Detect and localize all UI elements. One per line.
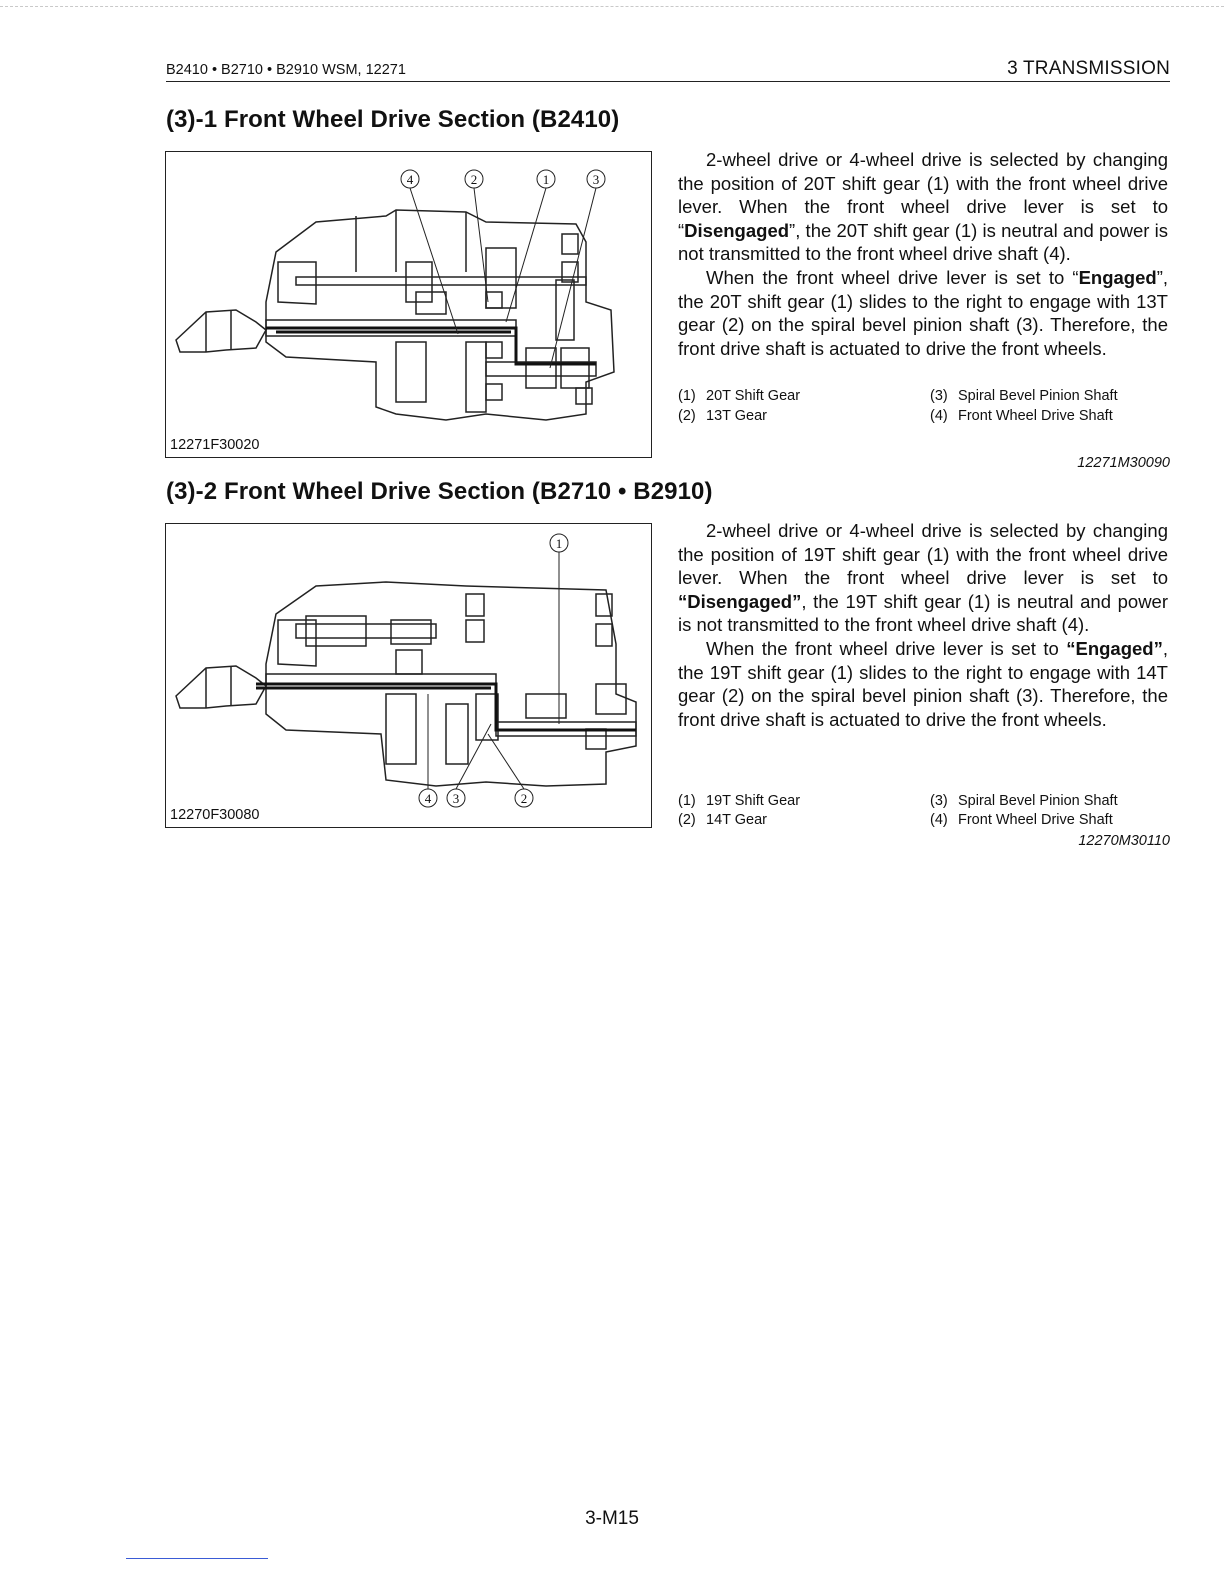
legend-item	[930, 406, 1113, 426]
section2-description	[678, 519, 1168, 731]
text-run: When the front wheel drive lever is set to	[706, 637, 1067, 659]
legend-item	[930, 791, 1118, 811]
section1-paragraph	[678, 266, 1168, 360]
legend-label: 14T Gear	[706, 812, 767, 828]
section1-legend	[678, 386, 1170, 428]
legend-number: (4)	[930, 408, 948, 424]
section1-paragraph	[678, 148, 1168, 266]
section1-figure	[165, 151, 652, 458]
section2-transmission-diagram	[166, 524, 651, 827]
section1-transmission-diagram	[166, 152, 651, 457]
legend-label: 19T Shift Gear	[706, 793, 801, 809]
text-run: 2-wheel drive or 4-wheel drive is selected by changing the position of 20T shift gear (1) with the front wheel drive lever. When the front wheel drive lever is set to “	[678, 149, 1168, 241]
section2-callout: 3	[452, 791, 460, 806]
text-run: When the front wheel drive lever is set to “	[706, 266, 1079, 288]
section2-paragraph	[678, 519, 1168, 637]
legend-item	[678, 386, 800, 406]
scan-artifact-bottom-line	[126, 1558, 268, 1559]
section2-callout: 4	[424, 791, 432, 806]
header-rule	[166, 81, 1170, 82]
text-run: 2-wheel drive or 4-wheel drive is selected by changing the position of 19T shift gear (1) with the front wheel drive lever. When the front wheel drive lever is set to	[678, 520, 1168, 589]
emphasis-term: Engaged	[1078, 266, 1157, 288]
section2-legend	[678, 791, 1170, 833]
emphasis-term: “Disengaged”	[678, 590, 802, 612]
legend-label: 13T Gear	[706, 408, 767, 424]
legend-label: Spiral Bevel Pinion Shaft	[958, 793, 1118, 809]
emphasis-term: “Engaged”	[1066, 637, 1163, 659]
legend-number: (2)	[678, 812, 696, 828]
section2-title: (3)-2 Front Wheel Drive Section (B2710 • B2910)	[166, 478, 713, 505]
text-run: , the 19T shift gear (1) is neutral and power is not transmitted to the front wheel drive shaft (4).	[678, 590, 1168, 636]
legend-item	[930, 810, 1113, 830]
legend-number: (2)	[678, 408, 696, 424]
legend-number: (3)	[930, 388, 948, 404]
legend-item	[678, 406, 767, 426]
section1-callout: 4	[406, 172, 414, 187]
legend-label: Front Wheel Drive Shaft	[958, 408, 1113, 424]
section1-callout: 1	[542, 172, 550, 187]
legend-number: (4)	[930, 812, 948, 828]
legend-label: Front Wheel Drive Shaft	[958, 812, 1113, 828]
section1-callout: 2	[470, 172, 478, 187]
section1-title: (3)-1 Front Wheel Drive Section (B2410)	[166, 106, 620, 133]
legend-number: (1)	[678, 793, 696, 809]
section2-reference-code: 12270M30110	[1078, 833, 1170, 849]
legend-number: (3)	[930, 793, 948, 809]
emphasis-term: Disengaged	[684, 219, 790, 241]
section2-figure-id: 12270F30080	[170, 807, 260, 823]
header-model-info: B2410 • B2710 • B2910 WSM, 12271	[166, 62, 406, 78]
section2-figure	[165, 523, 652, 828]
scan-artifact-top-edge	[0, 6, 1224, 7]
page-number: 3-M15	[585, 1508, 639, 1529]
legend-number: (1)	[678, 388, 696, 404]
section1-figure-id: 12271F30020	[170, 437, 260, 453]
legend-item	[678, 810, 767, 830]
section2-callout: 2	[520, 791, 528, 806]
section2-paragraph	[678, 637, 1168, 731]
legend-label: 20T Shift Gear	[706, 388, 801, 404]
legend-item	[678, 791, 800, 811]
legend-label: Spiral Bevel Pinion Shaft	[958, 388, 1118, 404]
legend-item	[930, 386, 1118, 406]
section1-callout: 3	[592, 172, 600, 187]
text-run: , the 19T shift gear (1) slides to the right to engage with 14T gear (2) on the spiral bevel pinion shaft (3). Therefore, the front drive shaft is actuated to drive the front wheels.	[678, 637, 1168, 730]
text-run: ”, the 20T shift gear (1) is neutral and power is not transmitted to the front wheel drive shaft (4).	[678, 219, 1168, 265]
section2-callout: 1	[555, 536, 563, 551]
section1-reference-code: 12271M30090	[1077, 455, 1170, 471]
text-run: ”, the 20T shift gear (1) slides to the right to engage with 13T gear (2) on the spiral bevel pinion shaft (3). Therefore, the front drive shaft is actuated to drive the front wheels.	[678, 266, 1168, 359]
header-chapter-title: 3 TRANSMISSION	[1007, 58, 1170, 79]
section1-description	[678, 148, 1168, 360]
